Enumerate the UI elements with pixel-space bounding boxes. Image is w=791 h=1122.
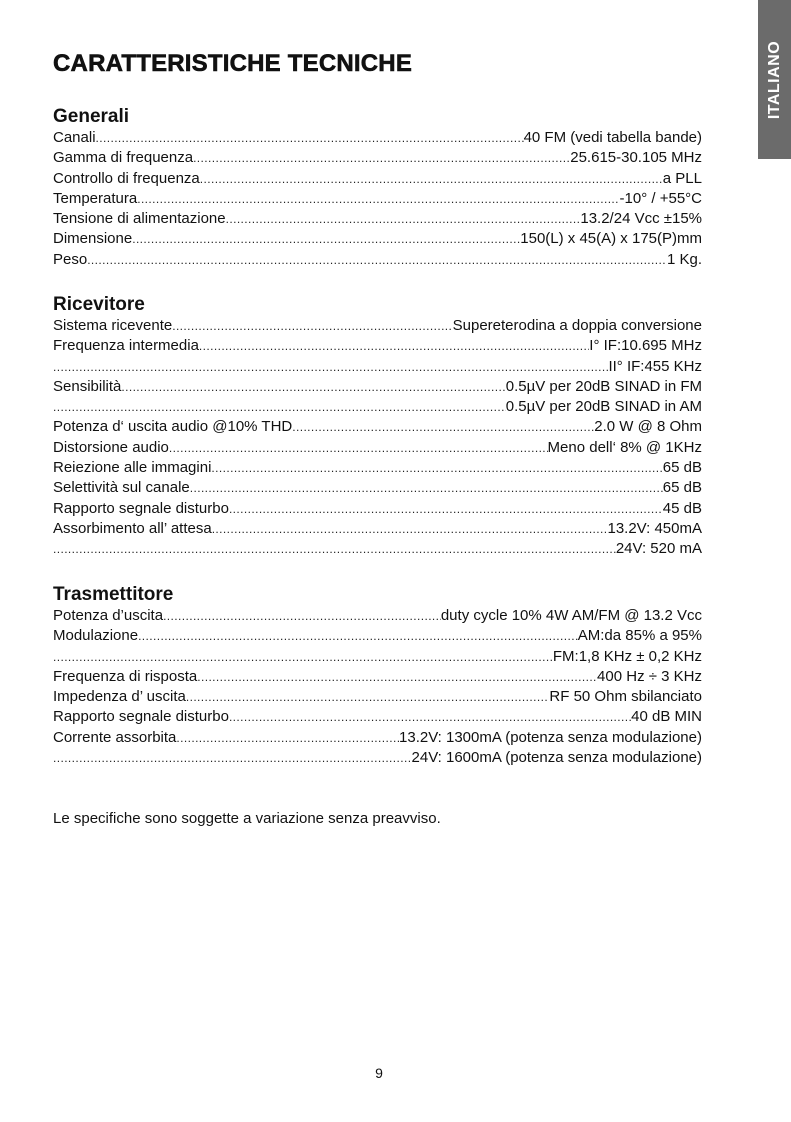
spec-row [53,687,702,707]
spec-label: Potenza d‘ uscita audio @10% THD [53,418,293,436]
dot-leader [199,336,589,356]
spec-label: Modulazione [53,627,139,645]
spec-label: Gamma di frequenza [53,149,194,167]
dot-leader [212,519,608,539]
dot-leader [53,397,506,417]
spec-label: Rapporto segnale disturbo [53,708,229,726]
dot-leader [226,209,581,229]
spec-value: I° IF:10.695 MHz [589,337,702,355]
section-trasmettitore [53,583,702,768]
spec-row [53,250,702,270]
spec-value: 400 Hz ÷ 3 KHz [597,667,702,685]
dot-leader [53,748,412,768]
spec-row [53,626,702,646]
spec-value: -10° / +55°C [619,189,702,207]
spec-row [53,148,702,168]
spec-value: 2.0 W @ 8 Ohm [594,418,702,436]
spec-row [53,209,702,229]
dot-leader [292,417,594,437]
dot-leader [53,647,553,667]
spec-value: 40 FM (vedi tabella bande) [523,129,702,146]
spec-label: Corrente assorbita [53,728,177,746]
spec-label: Frequenza intermedia [53,337,199,355]
spec-row [53,707,702,727]
spec-label: Frequenza di risposta [53,667,198,685]
spec-label: Potenza d’uscita [53,607,164,624]
spec-value: 13.2V: 450mA [607,519,702,537]
dot-leader [211,458,662,478]
spec-row [53,438,702,458]
dot-leader [163,606,441,626]
spec-row [53,189,702,209]
spec-value: 0.5µV per 20dB SINAD in FM [505,377,702,395]
dot-leader [190,478,663,498]
spec-row [53,478,702,498]
dot-leader [176,728,399,748]
spec-label: Distorsione audio [53,438,169,456]
spec-row [53,539,702,559]
spec-label: Canali [53,129,96,146]
spec-value: 13.2/24 Vcc ±15% [580,210,702,228]
spec-label: Tensione di alimentazione [53,210,226,228]
dot-leader [186,687,550,707]
spec-row [53,128,702,148]
spec-row [53,606,702,626]
spec-row [53,316,702,336]
section-ricevitore [53,293,702,560]
spec-row [53,377,702,397]
spec-value: 45 dB [662,499,702,517]
spec-value: FM:1,8 KHz ± 0,2 KHz [552,647,702,665]
dot-leader [138,626,578,646]
spec-row [53,667,702,687]
spec-value: II° IF:455 KHz [608,357,702,375]
spec-row [53,728,702,748]
spec-value: AM:da 85% a 95% [577,627,702,645]
dot-leader [229,707,631,727]
section-generali [53,105,702,270]
spec-label: Reiezione alle immagini [53,459,212,477]
section-heading: Ricevitore [53,294,145,315]
language-tab [758,0,791,159]
dot-leader [229,499,663,519]
spec-value: 1 Kg. [666,250,702,268]
dot-leader [137,189,619,209]
spec-value: 24V: 1600mA (potenza senza modulazione) [411,749,702,767]
spec-value: 40 dB MIN [631,708,702,726]
footnote: Le specifiche sono soggette a variazione senza preavviso. [53,810,441,827]
page-number: 9 [375,1065,383,1081]
spec-label: Impedenza d’ uscita [53,688,186,706]
spec-label: Peso [53,250,88,268]
spec-value: duty cycle 10% 4W AM/FM @ 13.2 Vcc [440,607,702,624]
spec-row [53,229,702,249]
spec-label: Rapporto segnale disturbo [53,499,229,517]
dot-leader [172,316,452,336]
section-heading: Trasmettitore [53,584,174,605]
spec-row [53,458,702,478]
spec-row [53,357,702,377]
dot-leader [96,128,524,148]
spec-label: Assorbimento all’ attesa [53,519,212,537]
spec-value: 150(L) x 45(A) x 175(P)mm [520,230,702,248]
page-title: CARATTERISTICHE TECNICHE [53,50,413,77]
spec-row [53,519,702,539]
spec-row [53,169,702,189]
dot-leader [53,539,616,559]
spec-label: Selettività sul canale [53,479,190,497]
spec-value: 25.615-30.105 MHz [570,149,702,167]
dot-leader [200,169,663,189]
spec-row [53,397,702,417]
spec-value: 13.2V: 1300mA (potenza senza modulazione) [399,728,702,746]
spec-row [53,748,702,768]
dot-leader [121,377,505,397]
dot-leader [53,357,608,377]
spec-value: Meno dell‘ 8% @ 1KHz [547,438,702,456]
spec-label: Temperatura [53,189,138,207]
spec-label: Sensibilità [53,377,122,395]
spec-row [53,336,702,356]
spec-rows [53,606,702,768]
spec-row [53,499,702,519]
language-tab-label: ITALIANO [765,40,783,120]
spec-value: 65 dB [662,479,702,497]
spec-label: Controllo di frequenza [53,169,200,187]
spec-label: Dimensione [53,230,133,248]
spec-row [53,417,702,437]
spec-value: RF 50 Ohm sbilanciato [549,688,702,706]
spec-value: 24V: 520 mA [615,540,702,558]
spec-value: 0.5µV per 20dB SINAD in AM [505,398,702,416]
spec-value: 65 dB [662,459,702,477]
dot-leader [197,667,597,687]
dot-leader [87,250,667,270]
dot-leader [193,148,570,168]
spec-rows [53,128,702,270]
dot-leader [169,438,548,458]
spec-rows [53,316,702,560]
spec-row [53,647,702,667]
dot-leader [132,229,520,249]
spec-label: Sistema ricevente [53,317,173,334]
spec-value: a PLL [662,169,702,187]
section-heading: Generali [53,106,130,127]
spec-value: Supereterodina a doppia conversione [452,317,702,334]
